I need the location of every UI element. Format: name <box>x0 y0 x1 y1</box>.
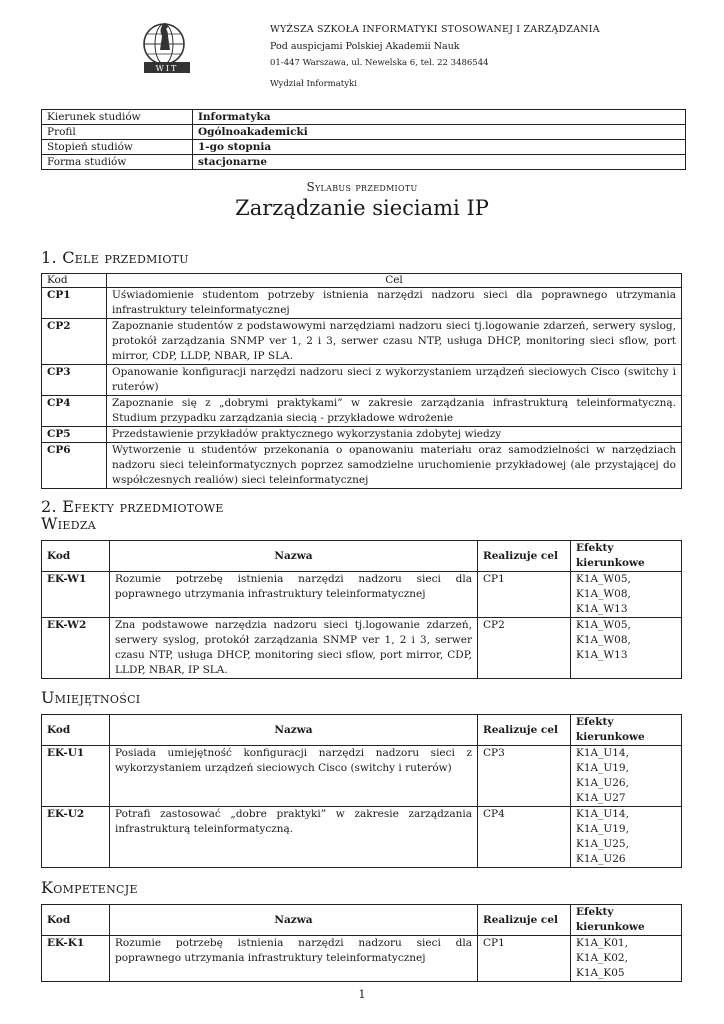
effect-program-list <box>571 618 682 679</box>
col-header-name: Nazwa <box>110 905 478 936</box>
school-logo <box>140 18 192 78</box>
logo-text: WIT <box>155 64 179 73</box>
info-value: 1-go stopnia <box>193 140 686 155</box>
goal-text: Wytworzenie u studentów przekonania o opanowaniu materiału oraz samodzielności w narzędziach nadzoru sieci teleinformatycznych poprzez samodzielne uruchomienie przykładowej (ale przystającej do współczesnych realiów) sieci teleinformatycznej <box>107 443 682 489</box>
section-heading-goals: 1. Cele przedmiotu <box>41 248 189 267</box>
program-effect: K1A_K02, <box>576 952 628 964</box>
program-effect: K1A_U14, <box>576 747 629 759</box>
col-header-realizes: Realizuje cel <box>478 541 571 572</box>
col-header-goal: Cel <box>107 274 682 288</box>
info-value: stacjonarne <box>193 155 686 170</box>
goal-text: Zapoznanie się z „dobrymi praktykami” w zakresie zarządzania infrastrukturą teleinformatyczną. Studium przypadku zarządzania siecią - przykładowe wdrożenie <box>107 396 682 427</box>
program-effect: K1A_W08, <box>576 588 631 600</box>
subheading-competences: Kompetencje <box>41 878 138 897</box>
program-effect: K1A_W13 <box>576 649 628 661</box>
col-header-realizes: Realizuje cel <box>478 715 571 746</box>
subheading-knowledge: Wiedza <box>41 514 97 533</box>
table-header-row <box>42 715 682 746</box>
goal-code: CP6 <box>42 443 107 489</box>
effect-name: Potrafi zastosować „dobre praktyki” w zakresie zarządzania infrastrukturą teleinformatyczną. <box>110 807 478 868</box>
effect-goal: CP4 <box>478 807 571 868</box>
col-header-effects: Efekty kierunkowe <box>571 541 682 572</box>
school-address: 01-447 Warszawa, ul. Newelska 6, tel. 22 3486544 <box>270 58 489 68</box>
effect-code: EK-W2 <box>42 618 110 679</box>
goal-code: CP5 <box>42 427 107 443</box>
info-value: Informatyka <box>193 110 686 125</box>
effect-code: EK-W1 <box>42 572 110 618</box>
table-row <box>42 125 686 140</box>
section-heading-effects: 2. Efekty przedmiotowe <box>41 497 224 516</box>
info-label: Stopień studiów <box>42 140 193 155</box>
info-label: Profil <box>42 125 193 140</box>
table-row <box>42 319 682 365</box>
effect-goal: CP3 <box>478 746 571 807</box>
course-title: Zarządzanie sieciami IP <box>235 196 489 220</box>
goal-code: CP4 <box>42 396 107 427</box>
goal-text: Przedstawienie przykładów praktycznego wykorzystania zdobytej wiedzy <box>107 427 682 443</box>
effect-goal: CP1 <box>478 572 571 618</box>
effect-program-list <box>571 572 682 618</box>
effect-program-list <box>571 807 682 868</box>
program-effect: K1A_W08, <box>576 634 631 646</box>
program-effect: K1A_U26, <box>576 777 629 789</box>
program-effect: K1A_U19, <box>576 762 629 774</box>
program-effect: K1A_W13 <box>576 603 628 615</box>
table-row <box>42 572 682 618</box>
table-row <box>42 110 686 125</box>
effect-goal: CP2 <box>478 618 571 679</box>
table-row <box>42 396 682 427</box>
info-value: Ogólnoakademicki <box>193 125 686 140</box>
goal-code: CP2 <box>42 319 107 365</box>
program-effect: K1A_U25, <box>576 838 629 850</box>
table-row <box>42 140 686 155</box>
effect-name: Rozumie potrzebę istnienia narzędzi nadzoru sieci dla poprawnego utrzymania infrastruktury teleinformatycznej <box>110 936 478 982</box>
effect-program-list <box>571 936 682 982</box>
program-effect: K1A_W05, <box>576 573 631 585</box>
table-row <box>42 155 686 170</box>
effect-name: Rozumie potrzebę istnienia narzędzi nadzoru sieci dla poprawnego utrzymania infrastruktury teleinformatycznej <box>110 572 478 618</box>
col-header-name: Nazwa <box>110 715 478 746</box>
table-header-row <box>42 274 682 288</box>
info-label: Kierunek studiów <box>42 110 193 125</box>
col-header-effects: Efekty kierunkowe <box>571 905 682 936</box>
table-header-row <box>42 541 682 572</box>
competences-table <box>41 904 682 982</box>
info-label: Forma studiów <box>42 155 193 170</box>
goals-table <box>41 273 682 489</box>
table-row <box>42 427 682 443</box>
study-info-table <box>41 109 686 170</box>
program-effect: K1A_K01, <box>576 937 628 949</box>
program-effect: K1A_K05 <box>576 967 625 979</box>
effect-name: Posiada umiejętność konfiguracji narzędzi nadzoru sieci z wykorzystaniem urządzeń sieciowych Cisco (switchy i ruterów) <box>110 746 478 807</box>
table-row <box>42 618 682 679</box>
goal-text: Opanowanie konfiguracji narzędzi nadzoru sieci z wykorzystaniem urządzeń sieciowych Cisco (switchy i ruterów) <box>107 365 682 396</box>
table-row <box>42 365 682 396</box>
col-header-realizes: Realizuje cel <box>478 905 571 936</box>
subheading-skills: Umiejętności <box>41 688 141 707</box>
effect-code: EK-U1 <box>42 746 110 807</box>
table-row <box>42 443 682 489</box>
program-effect: K1A_U19, <box>576 823 629 835</box>
table-row <box>42 746 682 807</box>
effect-program-list <box>571 746 682 807</box>
col-header-code: Kod <box>42 905 110 936</box>
goal-text: Zapoznanie studentów z podstawowymi narzędziami nadzoru sieci tj.logowanie zdarzeń, serwery syslog, protokół zarządzania SNMP ver 1, 2 i 3, serwer czasu NTP, usługa DHCP, monitoring sieci sflow, port mirror, CDP, LLDP, NBAR, IP SLA. <box>107 319 682 365</box>
col-header-effects: Efekty kierunkowe <box>571 715 682 746</box>
skills-table <box>41 714 682 868</box>
goal-code: CP1 <box>42 288 107 319</box>
col-header-code: Kod <box>42 541 110 572</box>
col-header-code: Kod <box>42 715 110 746</box>
table-row <box>42 288 682 319</box>
program-effect: K1A_U14, <box>576 808 629 820</box>
program-effect: K1A_U27 <box>576 792 626 804</box>
school-patronage: Pod auspicjami Polskiej Akademii Nauk <box>270 40 460 52</box>
col-header-name: Nazwa <box>110 541 478 572</box>
col-header-code: Kod <box>42 274 107 288</box>
school-header <box>270 22 600 92</box>
effect-name: Zna podstawowe narzędzia nadzoru sieci tj.logowanie zdarzeń, serwery syslog, protokół zarządzania SNMP ver 1, 2 i 3, serwer czasu NTP, usługa DHCP, monitoring sieci sflow, port mirror, CDP, LLDP, NBAR, IP SLA. <box>110 618 478 679</box>
page-number: 1 <box>358 988 366 1001</box>
table-row <box>42 936 682 982</box>
goal-text: Uświadomienie studentom potrzeby istnienia narzędzi nadzoru sieci dla poprawnego utrzymania infrastruktury teleinformatycznej <box>107 288 682 319</box>
effect-code: EK-K1 <box>42 936 110 982</box>
syllabus-label: Sylabus przedmiotu <box>306 180 418 194</box>
faculty-name: Wydział Informatyki <box>270 78 357 89</box>
effect-code: EK-U2 <box>42 807 110 868</box>
knowledge-table <box>41 540 682 679</box>
goal-code: CP3 <box>42 365 107 396</box>
table-header-row <box>42 905 682 936</box>
school-name: WYŻSZA SZKOŁA INFORMATYKI STOSOWANEJ I ZARZĄDZANIA <box>270 24 600 35</box>
effect-goal: CP1 <box>478 936 571 982</box>
table-row <box>42 807 682 868</box>
program-effect: K1A_W05, <box>576 619 631 631</box>
program-effect: K1A_U26 <box>576 853 626 865</box>
